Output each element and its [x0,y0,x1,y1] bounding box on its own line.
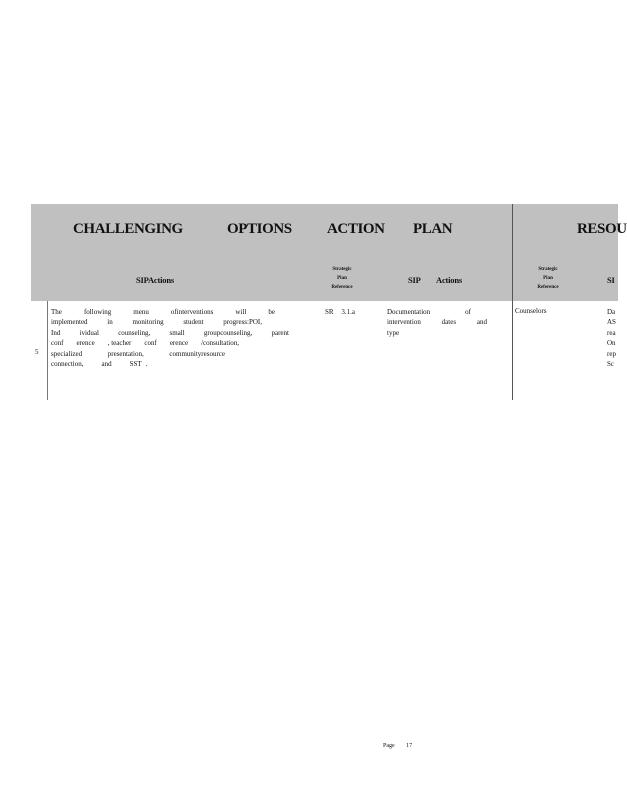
text-line: intervention dates and [387,318,487,327]
header-strategic-plan-reference-right [531,265,565,292]
text-line: AS [607,318,616,327]
text-line: The following menu ofinterventions will be [51,308,275,316]
title-word-plan: PLAN [413,221,453,237]
page-label: Page [383,743,395,749]
text-line: type [387,328,400,337]
resource-cell: Counselors [515,307,547,315]
text-line: specialized presentation, communityresource [51,349,225,358]
header-plan-line: Plan [543,276,553,281]
header-strategic-line: Strategic [332,267,352,272]
text-line: rep [607,349,616,358]
table-column-divider [512,204,513,400]
header-strategic-line: Strategic [538,267,558,272]
header-sip-actions: SIPActions [136,275,174,285]
text-line: conf erence , teacher conf erence /consultation, [51,339,239,348]
header-strategic-plan-reference [325,265,359,292]
header-actions: Actions [436,275,462,285]
actions-cell [387,307,487,338]
title-word-action: ACTION [327,221,385,237]
header-sip: SIP [408,275,421,285]
header-plan-line: Plan [337,276,347,281]
text-line: Documentation of [387,308,471,316]
text-line: connection, and SST . [51,360,148,369]
text-line: Sc [607,360,614,369]
title-word-options: OPTIONS [227,221,292,237]
text-line: SR 3.1.a [325,308,355,316]
text-line: Da [607,308,616,316]
header-reference-line: Reference [331,285,353,290]
truncated-right-cell [607,307,618,369]
text-line: implemented in monitoring student progress:POI, [51,318,262,327]
table-left-border [47,301,48,400]
row-number: 5 [35,348,39,356]
header-reference-line: Reference [537,285,559,290]
text-line: Ind ividual counseling, small groupcounseling, parent [51,328,289,337]
sip-action-cell [51,307,289,369]
page-footer [383,743,412,749]
title-resources-truncated: RESOU [577,221,627,237]
text-line: On [607,339,616,348]
header-sip-truncated: SI [607,275,615,285]
title-word-challenging: CHALLENGING [73,221,183,237]
text-line: rea [607,328,616,337]
page-number: 17 [406,743,413,749]
reference-cell [325,307,355,317]
